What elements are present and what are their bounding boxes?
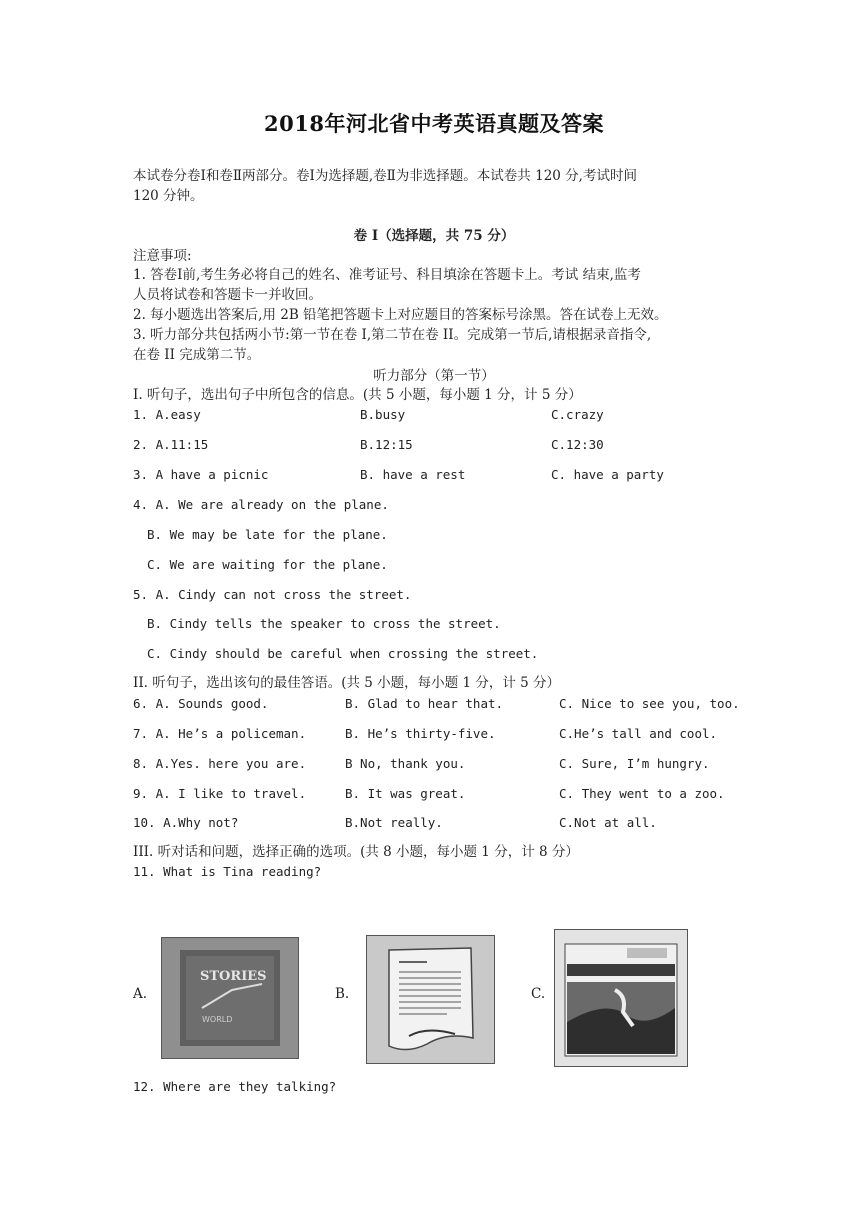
q11-question: 11. What is Tina reading? xyxy=(133,864,322,879)
q9-option-a: 9. A. I like to travel. xyxy=(133,786,307,801)
storybook-sub-text: WORLD xyxy=(202,1015,233,1024)
q4-option-c: C. We are waiting for the plane. xyxy=(147,557,388,572)
part-heading: 卷 I（选择题，共 75 分） xyxy=(353,228,515,244)
q1-option-b: B.busy xyxy=(360,407,406,422)
magazine-image xyxy=(555,930,687,1066)
letter-image xyxy=(367,936,494,1063)
q7-option-a: 7. A. He’s a policeman. xyxy=(133,726,307,741)
q8-option-c: C. Sure, I’m hungry. xyxy=(559,756,710,771)
storybook-image xyxy=(162,938,298,1058)
q10-option-b: B.Not really. xyxy=(345,815,443,830)
q12-question: 12. Where are they talking? xyxy=(133,1079,337,1094)
q3-option-a: 3. A have a picnic xyxy=(133,467,269,482)
pic-label-a: A. xyxy=(133,986,148,1002)
q4-option-a: 4. A. We are already on the plane. xyxy=(133,497,389,512)
q8-option-a: 8. A.Yes. here you are. xyxy=(133,756,307,771)
q3-option-b: B. have a rest xyxy=(360,467,466,482)
note-line-3: 2. 每小题选出答案后,用 2B 铅笔把答题卡上对应题目的答案标号涂黑。答在试卷上无效。 xyxy=(133,307,668,323)
section1-heading: I. 听句子，选出句子中所包含的信息。(共 5 小题，每小题 1 分，计 5 分） xyxy=(133,387,582,403)
q7-option-c: C.He’s tall and cool. xyxy=(559,726,718,741)
note-line-1: 1. 答卷Ⅰ前,考生务必将自己的姓名、准考证号、科目填涂在答题卡上。考试 结束,监考 xyxy=(133,267,641,283)
note-line-5: 在卷 II 完成第二节。 xyxy=(133,347,261,363)
picture-b-letter xyxy=(366,935,495,1064)
q6-option-a: 6. A. Sounds good. xyxy=(133,696,269,711)
picture-a-storybook xyxy=(161,937,299,1059)
q5-option-c: C. Cindy should be careful when crossing the street. xyxy=(147,646,539,661)
intro-line-2: 120 分钟。 xyxy=(133,188,204,204)
q9-option-b: B. It was great. xyxy=(345,786,466,801)
pic-label-b: B. xyxy=(335,986,350,1002)
storybook-title-text: STORIES xyxy=(200,969,267,984)
notes-heading: 注意事项: xyxy=(133,248,192,264)
q5-option-a: 5. A. Cindy can not cross the street. xyxy=(133,587,412,602)
q2-option-a: 2. A.11:15 xyxy=(133,437,209,452)
q3-option-c: C. have a party xyxy=(551,467,664,482)
q1-option-a: 1. A.easy xyxy=(133,407,201,422)
q10-option-c: C.Not at all. xyxy=(559,815,657,830)
q8-option-b: B No, thank you. xyxy=(345,756,466,771)
listening-heading: 听力部分（第一节） xyxy=(373,368,495,384)
q10-option-a: 10. A.Why not? xyxy=(133,815,239,830)
note-line-2: 人员将试卷和答题卡一并收回。 xyxy=(133,287,322,303)
q4-option-b: B. We may be late for the plane. xyxy=(147,527,388,542)
page-title: 2018年河北省中考英语真题及答案 xyxy=(264,111,604,136)
section3-heading: III. 听对话和问题，选择正确的选项。(共 8 小题，每小题 1 分，计 8 分） xyxy=(133,844,579,860)
q7-option-b: B. He’s thirty-five. xyxy=(345,726,496,741)
q6-option-b: B. Glad to hear that. xyxy=(345,696,504,711)
q1-option-c: C.crazy xyxy=(551,407,604,422)
q6-option-c: C. Nice to see you, too. xyxy=(559,696,740,711)
intro-line-1: 本试卷分卷Ⅰ和卷Ⅱ两部分。卷Ⅰ为选择题,卷Ⅱ为非选择题。本试卷共 120 分,考试时间 xyxy=(133,168,637,184)
q2-option-b: B.12:15 xyxy=(360,437,413,452)
q2-option-c: C.12:30 xyxy=(551,437,604,452)
pic-label-c: C. xyxy=(531,986,546,1002)
section2-heading: II. 听句子，选出该句的最佳答语。(共 5 小题，每小题 1 分，计 5 分） xyxy=(133,675,561,691)
note-line-4: 3. 听力部分共包括两小节:第一节在卷 I,第二节在卷 II。完成第一节后,请根据录音指令, xyxy=(133,327,652,343)
picture-c-magazine xyxy=(554,929,688,1067)
q9-option-c: C. They went to a zoo. xyxy=(559,786,725,801)
q5-option-b: B. Cindy tells the speaker to cross the street. xyxy=(147,616,501,631)
